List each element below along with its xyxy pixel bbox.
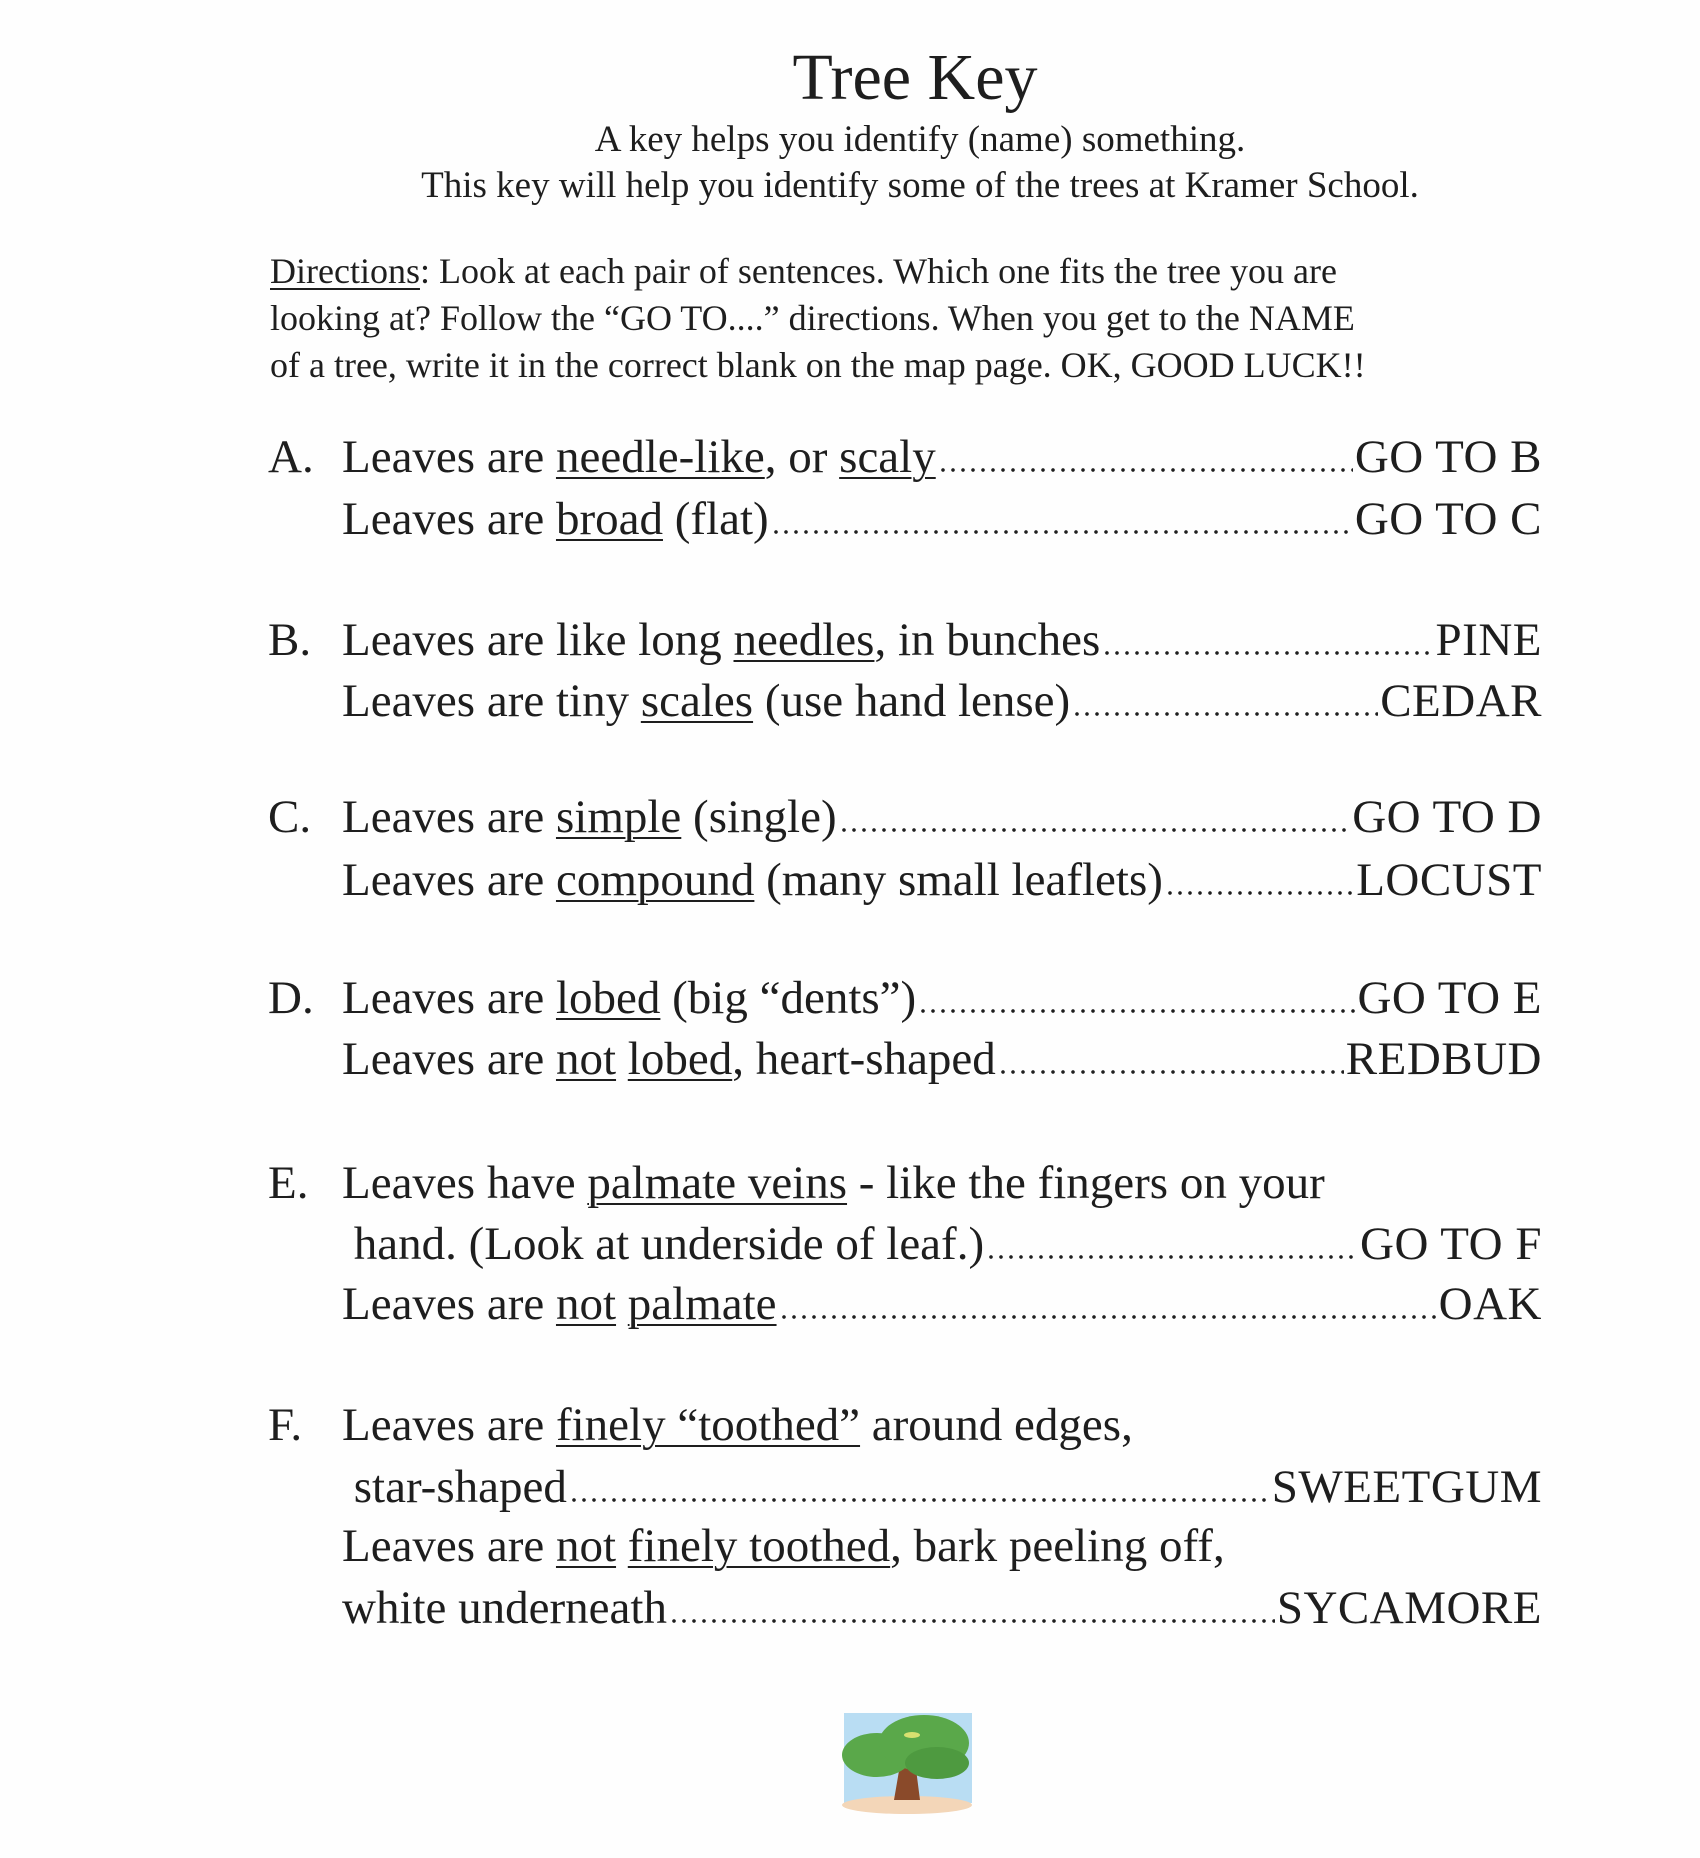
key-line [342,1156,1542,1216]
key-line [342,971,1542,1031]
key-text: Leaves have [342,1157,588,1209]
key-step-letter: A. [268,431,314,483]
key-result: OAK [1438,1278,1542,1330]
key-text: - like the fingers on your [847,1157,1325,1209]
dot-leader [1165,891,1354,895]
key-text: Leaves are like long [342,614,734,666]
underlined-term: scaly [839,431,936,483]
key-text: star-shaped [342,1461,567,1513]
key-text: Leaves are [342,854,556,906]
underlined-term: palmate veins [587,1157,848,1209]
underlined-term: scales [640,675,754,727]
dot-leader [986,1255,1358,1259]
dot-leader [1072,712,1378,716]
directions-line: of a tree, write it in the correct blank on the map page. OK, GOOD LUCK!! [270,345,1366,385]
underlined-term: not [555,1033,617,1085]
key-text: , heart-shaped [732,1033,996,1085]
key-text: Leaves are [342,1033,556,1085]
key-result: GO TO F [1360,1218,1542,1270]
key-text: (flat) [662,493,769,545]
key-text: , bark peeling off, [890,1520,1225,1572]
dot-leader [998,1070,1344,1074]
underlined-term: finely toothed [627,1520,891,1572]
key-line [342,492,1542,552]
key-step-letter: C. [268,791,312,843]
directions-text: : Look at each pair of sentences. Which one fits the tree you are [419,251,1337,291]
key-line [342,853,1542,913]
key-line [342,1581,1542,1641]
key-result: GO TO B [1354,431,1542,483]
dot-leader [779,1315,1437,1319]
dot-leader [918,1009,1355,1013]
key-text: Leaves are [342,1399,556,1451]
key-step-letter: B. [268,614,312,666]
underlined-term: simple [555,791,682,843]
underlined-term: finely “toothed” [555,1399,861,1451]
key-result: LOCUST [1356,854,1542,906]
underlined-term: not [555,1278,617,1330]
key-text: Leaves are [342,791,556,843]
key-text: Leaves are tiny [342,675,641,727]
key-step-letter: F. [268,1399,303,1451]
directions-line: looking at? Follow the “GO TO....” directions. When you get to the NAME [270,298,1355,338]
key-text: Leaves are [342,431,556,483]
key-line [342,1277,1542,1337]
key-text: (use hand lense) [753,675,1071,727]
underlined-term: palmate [627,1278,777,1330]
key-result: GO TO D [1352,791,1542,843]
key-text: , or [764,431,840,483]
page-title: Tree Key [792,41,1038,114]
key-result: REDBUD [1345,1033,1542,1085]
tree-icon [832,1705,982,1815]
dot-leader [839,828,1351,832]
underlined-term: broad [555,493,663,545]
key-text: hand. (Look at underside of leaf.) [342,1218,985,1270]
key-line [342,790,1542,850]
underlined-term: needles [733,614,875,666]
key-text [616,1519,628,1573]
key-text: around edges, [860,1399,1133,1451]
key-step-letter: E. [268,1157,309,1209]
directions-line [270,250,1337,292]
dot-leader [938,468,1353,472]
key-text: (many small leaflets) [754,854,1163,906]
key-line [342,1460,1542,1520]
key-result: SYCAMORE [1276,1582,1542,1634]
key-line [342,1217,1542,1277]
subtitle-line: This key will help you identify some of the trees at Kramer School. [421,165,1419,206]
key-line [342,613,1542,673]
key-line [342,1519,1542,1579]
key-result: PINE [1435,614,1542,666]
key-result: CEDAR [1380,675,1542,727]
key-text: Leaves are [342,493,556,545]
key-result: SWEETGUM [1271,1461,1542,1513]
key-line [342,1032,1542,1092]
key-text: (single) [681,791,837,843]
key-result: GO TO C [1354,493,1542,545]
underlined-term: lobed [555,972,661,1024]
dot-leader [771,530,1353,534]
dot-leader [669,1619,1275,1623]
key-text: Leaves are [342,1520,556,1572]
key-line [342,1398,1542,1458]
subtitle-line: A key helps you identify (name) something. [594,119,1246,160]
underlined-term: lobed [627,1033,733,1085]
dot-leader [569,1498,1270,1502]
directions-label: Directions [270,251,420,291]
key-text: (big “dents”) [660,972,917,1024]
underlined-term: not [555,1520,617,1572]
dot-leader [1102,651,1433,655]
key-text: Leaves are [342,972,556,1024]
key-text [616,1032,628,1086]
key-line [342,430,1542,490]
underlined-term: needle-like [555,431,765,483]
key-step-letter: D. [268,972,314,1024]
key-text: white underneath [342,1582,667,1634]
key-result: GO TO E [1357,972,1542,1024]
key-text [616,1277,628,1331]
key-text: Leaves are [342,1278,556,1330]
key-text: , in bunches [874,614,1101,666]
underlined-term: compound [555,854,755,906]
key-line [342,674,1542,734]
